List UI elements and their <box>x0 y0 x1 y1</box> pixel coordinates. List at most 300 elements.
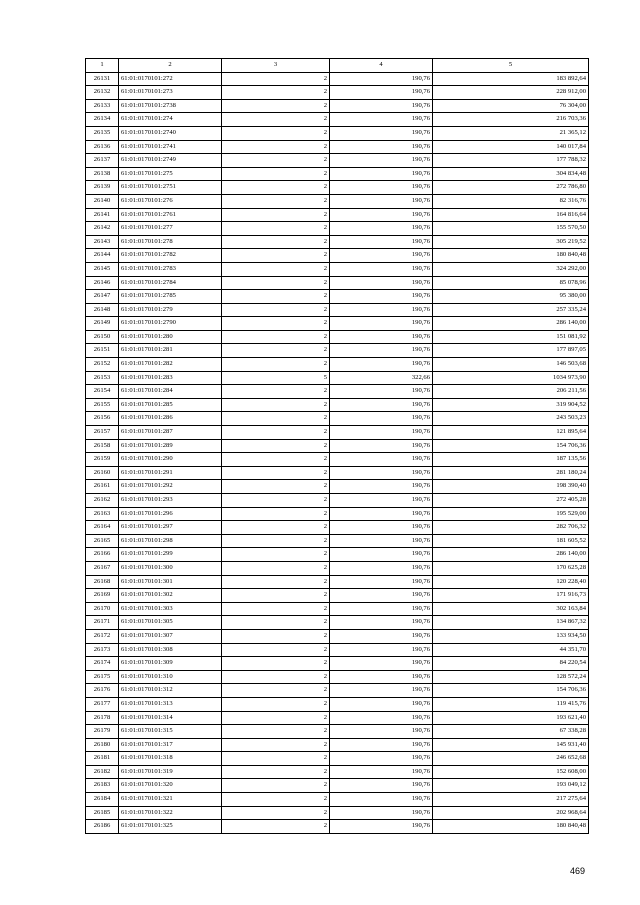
row-number-cell: 26176 <box>86 684 119 698</box>
amount-cell: 151 081,92 <box>433 330 589 344</box>
table-row <box>86 439 589 453</box>
rate-cell: 190,76 <box>330 358 433 372</box>
rate-cell: 190,76 <box>330 670 433 684</box>
count-cell: 2 <box>222 494 330 508</box>
rate-cell: 190,76 <box>330 561 433 575</box>
rate-cell: 190,76 <box>330 602 433 616</box>
rate-cell: 190,76 <box>330 113 433 127</box>
amount-cell: 21 365,12 <box>433 126 589 140</box>
cadastral-number-cell: 61:01:0170101:312 <box>119 684 222 698</box>
table-row <box>86 752 589 766</box>
rate-cell: 190,76 <box>330 765 433 779</box>
table-row <box>86 99 589 113</box>
rate-cell: 190,76 <box>330 303 433 317</box>
rate-cell: 190,76 <box>330 684 433 698</box>
cadastral-number-cell: 61:01:0170101:325 <box>119 820 222 834</box>
row-number-cell: 26150 <box>86 330 119 344</box>
amount-cell: 180 840,48 <box>433 820 589 834</box>
row-number-cell: 26152 <box>86 358 119 372</box>
count-cell: 2 <box>222 439 330 453</box>
count-cell: 2 <box>222 330 330 344</box>
table-row <box>86 480 589 494</box>
row-number-cell: 26160 <box>86 466 119 480</box>
count-cell: 2 <box>222 521 330 535</box>
rate-cell: 190,76 <box>330 439 433 453</box>
count-cell: 2 <box>222 629 330 643</box>
amount-cell: 246 652,68 <box>433 752 589 766</box>
cadastral-number-cell: 61:01:0170101:296 <box>119 507 222 521</box>
row-number-cell: 26166 <box>86 548 119 562</box>
rate-cell: 190,76 <box>330 643 433 657</box>
count-cell: 5 <box>222 371 330 385</box>
rate-cell: 190,76 <box>330 453 433 467</box>
amount-cell: 282 706,32 <box>433 521 589 535</box>
cadastral-number-cell: 61:01:0170101:321 <box>119 793 222 807</box>
row-number-cell: 26146 <box>86 276 119 290</box>
count-cell: 2 <box>222 561 330 575</box>
count-cell: 2 <box>222 412 330 426</box>
amount-cell: 170 625,28 <box>433 561 589 575</box>
table-row <box>86 181 589 195</box>
cadastral-number-cell: 61:01:0170101:2790 <box>119 317 222 331</box>
row-number-cell: 26185 <box>86 806 119 820</box>
rate-cell: 190,76 <box>330 99 433 113</box>
amount-cell: 177 788,32 <box>433 154 589 168</box>
rate-cell: 190,76 <box>330 534 433 548</box>
table-row <box>86 602 589 616</box>
table-row <box>86 616 589 630</box>
rate-cell: 190,76 <box>330 140 433 154</box>
amount-cell: 228 912,00 <box>433 86 589 100</box>
amount-cell: 195 529,00 <box>433 507 589 521</box>
cadastral-number-cell: 61:01:0170101:273 <box>119 86 222 100</box>
row-number-cell: 26154 <box>86 385 119 399</box>
table-row <box>86 779 589 793</box>
amount-cell: 180 840,48 <box>433 249 589 263</box>
row-number-cell: 26170 <box>86 602 119 616</box>
rate-cell: 190,76 <box>330 276 433 290</box>
cadastral-number-cell: 61:01:0170101:291 <box>119 466 222 480</box>
amount-cell: 76 304,00 <box>433 99 589 113</box>
cadastral-number-cell: 61:01:0170101:283 <box>119 371 222 385</box>
table-row <box>86 670 589 684</box>
row-number-cell: 26131 <box>86 72 119 86</box>
cadastral-number-cell: 61:01:0170101:2761 <box>119 208 222 222</box>
row-number-cell: 26172 <box>86 629 119 643</box>
count-cell: 2 <box>222 466 330 480</box>
row-number-cell: 26132 <box>86 86 119 100</box>
rate-cell: 190,76 <box>330 344 433 358</box>
amount-cell: 171 916,73 <box>433 589 589 603</box>
rate-cell: 190,76 <box>330 725 433 739</box>
count-cell: 2 <box>222 820 330 834</box>
count-cell: 2 <box>222 181 330 195</box>
column-header-5: 5 <box>433 59 589 73</box>
table-row <box>86 235 589 249</box>
amount-cell: 272 405,28 <box>433 494 589 508</box>
row-number-cell: 26148 <box>86 303 119 317</box>
cadastral-number-cell: 61:01:0170101:318 <box>119 752 222 766</box>
count-cell: 2 <box>222 398 330 412</box>
amount-cell: 152 608,00 <box>433 765 589 779</box>
cadastral-number-cell: 61:01:0170101:2749 <box>119 154 222 168</box>
amount-cell: 216 703,36 <box>433 113 589 127</box>
cadastral-number-cell: 61:01:0170101:2751 <box>119 181 222 195</box>
row-number-cell: 26153 <box>86 371 119 385</box>
amount-cell: 133 934,50 <box>433 629 589 643</box>
count-cell: 2 <box>222 602 330 616</box>
count-cell: 2 <box>222 99 330 113</box>
rate-cell: 190,76 <box>330 589 433 603</box>
rate-cell: 190,76 <box>330 317 433 331</box>
count-cell: 2 <box>222 317 330 331</box>
row-number-cell: 26149 <box>86 317 119 331</box>
cadastral-number-cell: 61:01:0170101:285 <box>119 398 222 412</box>
amount-cell: 286 140,00 <box>433 317 589 331</box>
row-number-cell: 26175 <box>86 670 119 684</box>
table-row <box>86 303 589 317</box>
rate-cell: 190,76 <box>330 208 433 222</box>
cadastral-number-cell: 61:01:0170101:320 <box>119 779 222 793</box>
cadastral-number-cell: 61:01:0170101:2738 <box>119 99 222 113</box>
row-number-cell: 26182 <box>86 765 119 779</box>
table-row <box>86 494 589 508</box>
rate-cell: 190,76 <box>330 262 433 276</box>
rate-cell: 190,76 <box>330 793 433 807</box>
count-cell: 2 <box>222 806 330 820</box>
table-row <box>86 820 589 834</box>
count-cell: 2 <box>222 72 330 86</box>
rate-cell: 190,76 <box>330 398 433 412</box>
cadastral-number-cell: 61:01:0170101:276 <box>119 194 222 208</box>
table-row <box>86 548 589 562</box>
rate-cell: 190,76 <box>330 494 433 508</box>
row-number-cell: 26178 <box>86 711 119 725</box>
table-row <box>86 575 589 589</box>
count-cell: 2 <box>222 657 330 671</box>
column-header-2: 2 <box>119 59 222 73</box>
count-cell: 2 <box>222 167 330 181</box>
amount-cell: 154 706,36 <box>433 684 589 698</box>
table-row <box>86 86 589 100</box>
rate-cell: 190,76 <box>330 235 433 249</box>
count-cell: 2 <box>222 154 330 168</box>
rate-cell: 190,76 <box>330 711 433 725</box>
row-number-cell: 26186 <box>86 820 119 834</box>
amount-cell: 145 931,40 <box>433 738 589 752</box>
amount-cell: 304 834,48 <box>433 167 589 181</box>
cadastral-number-cell: 61:01:0170101:278 <box>119 235 222 249</box>
cadastral-number-cell: 61:01:0170101:287 <box>119 426 222 440</box>
row-number-cell: 26167 <box>86 561 119 575</box>
cadastral-number-cell: 61:01:0170101:286 <box>119 412 222 426</box>
table-row <box>86 113 589 127</box>
table-row <box>86 358 589 372</box>
count-cell: 2 <box>222 358 330 372</box>
amount-cell: 305 219,52 <box>433 235 589 249</box>
cadastral-number-cell: 61:01:0170101:292 <box>119 480 222 494</box>
cadastral-number-cell: 61:01:0170101:301 <box>119 575 222 589</box>
row-number-cell: 26180 <box>86 738 119 752</box>
row-number-cell: 26174 <box>86 657 119 671</box>
column-header-1: 1 <box>86 59 119 73</box>
cadastral-number-cell: 61:01:0170101:305 <box>119 616 222 630</box>
amount-cell: 243 503,23 <box>433 412 589 426</box>
row-number-cell: 26143 <box>86 235 119 249</box>
table-row <box>86 589 589 603</box>
cadastral-number-cell: 61:01:0170101:272 <box>119 72 222 86</box>
count-cell: 2 <box>222 385 330 399</box>
cadastral-number-cell: 61:01:0170101:298 <box>119 534 222 548</box>
row-number-cell: 26134 <box>86 113 119 127</box>
row-number-cell: 26144 <box>86 249 119 263</box>
cadastral-number-cell: 61:01:0170101:319 <box>119 765 222 779</box>
table-row <box>86 725 589 739</box>
rate-cell: 190,76 <box>330 330 433 344</box>
rate-cell: 190,76 <box>330 629 433 643</box>
rate-cell: 190,76 <box>330 480 433 494</box>
row-number-cell: 26140 <box>86 194 119 208</box>
cadastral-number-cell: 61:01:0170101:309 <box>119 657 222 671</box>
rate-cell: 190,76 <box>330 86 433 100</box>
table-row <box>86 208 589 222</box>
row-number-cell: 26173 <box>86 643 119 657</box>
cadastral-number-cell: 61:01:0170101:2740 <box>119 126 222 140</box>
row-number-cell: 26145 <box>86 262 119 276</box>
rate-cell: 190,76 <box>330 385 433 399</box>
table-row <box>86 140 589 154</box>
table-row <box>86 412 589 426</box>
table-row <box>86 290 589 304</box>
count-cell: 2 <box>222 235 330 249</box>
rate-cell: 190,76 <box>330 126 433 140</box>
register-table <box>85 58 589 834</box>
count-cell: 2 <box>222 453 330 467</box>
count-cell: 2 <box>222 303 330 317</box>
table-header <box>86 59 589 73</box>
cadastral-number-cell: 61:01:0170101:308 <box>119 643 222 657</box>
table-row <box>86 643 589 657</box>
table-row <box>86 684 589 698</box>
table-row <box>86 398 589 412</box>
amount-cell: 198 390,40 <box>433 480 589 494</box>
table-row <box>86 765 589 779</box>
rate-cell: 190,76 <box>330 412 433 426</box>
table-row <box>86 371 589 385</box>
table-row <box>86 657 589 671</box>
cadastral-number-cell: 61:01:0170101:310 <box>119 670 222 684</box>
amount-cell: 281 180,24 <box>433 466 589 480</box>
header-row <box>86 59 589 73</box>
amount-cell: 183 892,64 <box>433 72 589 86</box>
amount-cell: 187 135,56 <box>433 453 589 467</box>
rate-cell: 190,76 <box>330 249 433 263</box>
cadastral-number-cell: 61:01:0170101:313 <box>119 697 222 711</box>
amount-cell: 324 292,00 <box>433 262 589 276</box>
rate-cell: 190,76 <box>330 466 433 480</box>
cadastral-number-cell: 61:01:0170101:300 <box>119 561 222 575</box>
row-number-cell: 26171 <box>86 616 119 630</box>
column-header-3: 3 <box>222 59 330 73</box>
amount-cell: 128 572,24 <box>433 670 589 684</box>
amount-cell: 82 316,76 <box>433 194 589 208</box>
row-number-cell: 26184 <box>86 793 119 807</box>
row-number-cell: 26142 <box>86 222 119 236</box>
rate-cell: 190,76 <box>330 154 433 168</box>
table-body <box>86 72 589 833</box>
row-number-cell: 26156 <box>86 412 119 426</box>
amount-cell: 155 570,50 <box>433 222 589 236</box>
table-row <box>86 249 589 263</box>
rate-cell: 190,76 <box>330 616 433 630</box>
table-row <box>86 344 589 358</box>
amount-cell: 202 968,64 <box>433 806 589 820</box>
amount-cell: 120 228,40 <box>433 575 589 589</box>
table-row <box>86 521 589 535</box>
count-cell: 2 <box>222 548 330 562</box>
rate-cell: 190,76 <box>330 820 433 834</box>
count-cell: 2 <box>222 711 330 725</box>
cadastral-number-cell: 61:01:0170101:2785 <box>119 290 222 304</box>
count-cell: 2 <box>222 684 330 698</box>
count-cell: 2 <box>222 208 330 222</box>
count-cell: 2 <box>222 426 330 440</box>
cadastral-number-cell: 61:01:0170101:314 <box>119 711 222 725</box>
rate-cell: 190,76 <box>330 697 433 711</box>
rate-cell: 190,76 <box>330 548 433 562</box>
table-row <box>86 738 589 752</box>
row-number-cell: 26135 <box>86 126 119 140</box>
count-cell: 2 <box>222 249 330 263</box>
row-number-cell: 26181 <box>86 752 119 766</box>
table-row <box>86 317 589 331</box>
rate-cell: 190,76 <box>330 507 433 521</box>
count-cell: 2 <box>222 779 330 793</box>
count-cell: 2 <box>222 752 330 766</box>
count-cell: 2 <box>222 140 330 154</box>
count-cell: 2 <box>222 765 330 779</box>
count-cell: 2 <box>222 507 330 521</box>
amount-cell: 134 867,32 <box>433 616 589 630</box>
cadastral-number-cell: 61:01:0170101:2783 <box>119 262 222 276</box>
amount-cell: 164 816,64 <box>433 208 589 222</box>
amount-cell: 119 415,76 <box>433 697 589 711</box>
cadastral-number-cell: 61:01:0170101:322 <box>119 806 222 820</box>
count-cell: 2 <box>222 290 330 304</box>
table-row <box>86 629 589 643</box>
count-cell: 2 <box>222 793 330 807</box>
count-cell: 2 <box>222 344 330 358</box>
row-number-cell: 26151 <box>86 344 119 358</box>
amount-cell: 193 049,12 <box>433 779 589 793</box>
count-cell: 2 <box>222 113 330 127</box>
row-number-cell: 26136 <box>86 140 119 154</box>
rate-cell: 190,76 <box>330 738 433 752</box>
row-number-cell: 26183 <box>86 779 119 793</box>
page-number: 469 <box>569 866 585 876</box>
rate-cell: 190,76 <box>330 575 433 589</box>
count-cell: 2 <box>222 534 330 548</box>
amount-cell: 95 380,00 <box>433 290 589 304</box>
amount-cell: 257 335,24 <box>433 303 589 317</box>
cadastral-number-cell: 61:01:0170101:277 <box>119 222 222 236</box>
rate-cell: 190,76 <box>330 290 433 304</box>
amount-cell: 286 140,00 <box>433 548 589 562</box>
row-number-cell: 26177 <box>86 697 119 711</box>
row-number-cell: 26179 <box>86 725 119 739</box>
rate-cell: 190,76 <box>330 426 433 440</box>
table-row <box>86 534 589 548</box>
table-row <box>86 167 589 181</box>
amount-cell: 121 895,64 <box>433 426 589 440</box>
cadastral-number-cell: 61:01:0170101:299 <box>119 548 222 562</box>
amount-cell: 146 503,68 <box>433 358 589 372</box>
table-row <box>86 262 589 276</box>
table-row <box>86 697 589 711</box>
amount-cell: 319 904,52 <box>433 398 589 412</box>
amount-cell: 154 706,36 <box>433 439 589 453</box>
row-number-cell: 26159 <box>86 453 119 467</box>
count-cell: 2 <box>222 643 330 657</box>
row-number-cell: 26138 <box>86 167 119 181</box>
cadastral-number-cell: 61:01:0170101:275 <box>119 167 222 181</box>
amount-cell: 85 078,96 <box>433 276 589 290</box>
table-row <box>86 385 589 399</box>
count-cell: 2 <box>222 738 330 752</box>
amount-cell: 177 897,05 <box>433 344 589 358</box>
table-row <box>86 806 589 820</box>
cadastral-number-cell: 61:01:0170101:290 <box>119 453 222 467</box>
row-number-cell: 26155 <box>86 398 119 412</box>
count-cell: 2 <box>222 575 330 589</box>
cadastral-number-cell: 61:01:0170101:315 <box>119 725 222 739</box>
table-row <box>86 507 589 521</box>
count-cell: 2 <box>222 194 330 208</box>
row-number-cell: 26161 <box>86 480 119 494</box>
amount-cell: 44 351,70 <box>433 643 589 657</box>
row-number-cell: 26139 <box>86 181 119 195</box>
count-cell: 2 <box>222 725 330 739</box>
rate-cell: 190,76 <box>330 657 433 671</box>
amount-cell: 181 605,52 <box>433 534 589 548</box>
table-row <box>86 793 589 807</box>
table-row <box>86 126 589 140</box>
row-number-cell: 26158 <box>86 439 119 453</box>
row-number-cell: 26141 <box>86 208 119 222</box>
row-number-cell: 26168 <box>86 575 119 589</box>
amount-cell: 84 220,54 <box>433 657 589 671</box>
amount-cell: 302 163,84 <box>433 602 589 616</box>
row-number-cell: 26157 <box>86 426 119 440</box>
cadastral-number-cell: 61:01:0170101:2741 <box>119 140 222 154</box>
amount-cell: 193 621,40 <box>433 711 589 725</box>
table-row <box>86 561 589 575</box>
cadastral-number-cell: 61:01:0170101:2784 <box>119 276 222 290</box>
row-number-cell: 26162 <box>86 494 119 508</box>
row-number-cell: 26165 <box>86 534 119 548</box>
count-cell: 2 <box>222 126 330 140</box>
cadastral-number-cell: 61:01:0170101:293 <box>119 494 222 508</box>
column-header-4: 4 <box>330 59 433 73</box>
cadastral-number-cell: 61:01:0170101:289 <box>119 439 222 453</box>
count-cell: 2 <box>222 697 330 711</box>
rate-cell: 190,76 <box>330 72 433 86</box>
amount-cell: 67 338,28 <box>433 725 589 739</box>
amount-cell: 1034 973,90 <box>433 371 589 385</box>
rate-cell: 190,76 <box>330 194 433 208</box>
rate-cell: 190,76 <box>330 521 433 535</box>
count-cell: 2 <box>222 589 330 603</box>
